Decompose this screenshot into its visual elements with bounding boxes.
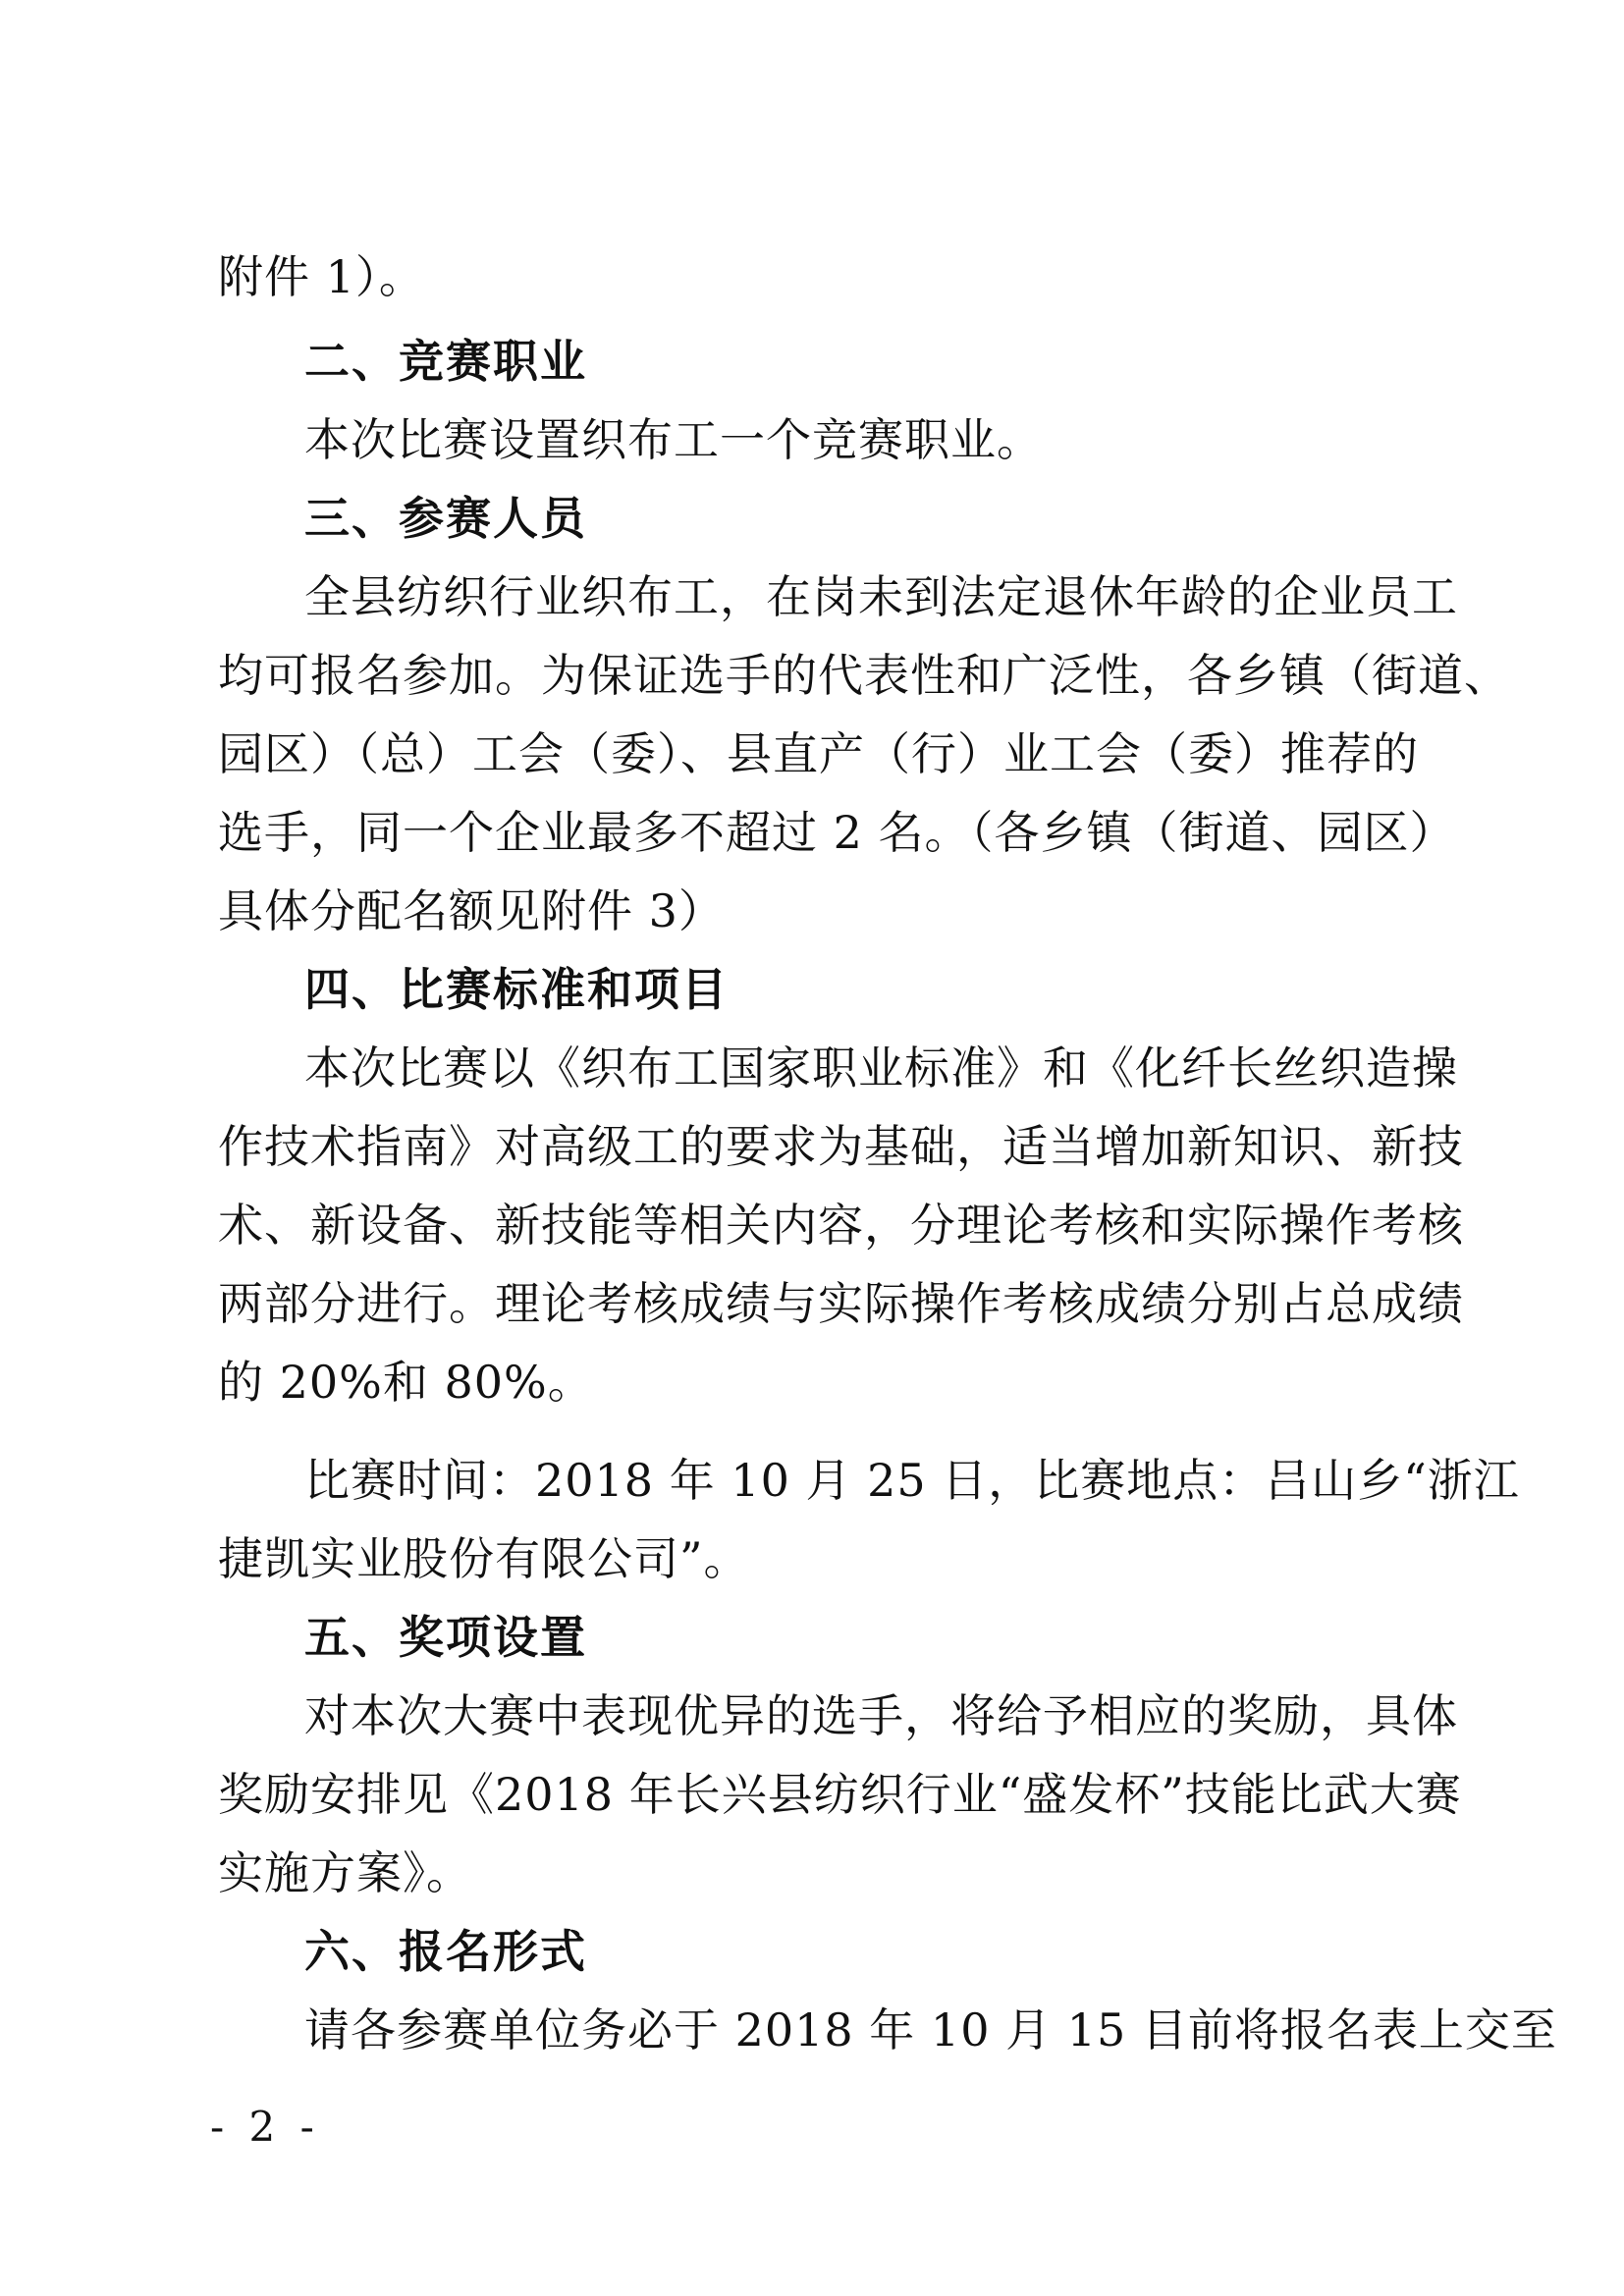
- section-heading-registration: 六、报名形式: [304, 1925, 587, 1978]
- paragraph-line: 两部分进行。理论考核成绩与实际操作考核成绩分别占总成绩: [218, 1277, 1464, 1330]
- paragraph-line: 作技术指南》对高级工的要求为基础，适当增加新知识、新技: [218, 1120, 1464, 1173]
- section-heading-standards-and-items: 四、比赛标准和项目: [304, 963, 729, 1016]
- paragraph-line: 捷凯实业股份有限公司”。: [218, 1532, 750, 1585]
- paragraph-line: 实施方案》。: [218, 1846, 472, 1899]
- section-heading-competition-occupation: 二、竞赛职业: [304, 335, 587, 388]
- paragraph-line: 园区）（总）工会（委）、县直产（行）业工会（委）推荐的: [218, 727, 1419, 780]
- paragraph-line-time-location: 比赛时间：2018 年 10 月 25 日，比赛地点：吕山乡“浙江: [304, 1454, 1520, 1507]
- text-line-attachment-ref: 附件 1）。: [218, 250, 425, 303]
- paragraph-line: 术、新设备、新技能等相关内容，分理论考核和实际操作考核: [218, 1199, 1464, 1252]
- paragraph-line: 全县纺织行业织布工，在岗未到法定退休年龄的企业员工: [304, 570, 1458, 623]
- section-heading-participants: 三、参赛人员: [304, 492, 587, 545]
- paragraph-line: 本次比赛以《织布工国家职业标准》和《化纤长丝织造操: [304, 1041, 1458, 1095]
- section-heading-awards: 五、奖项设置: [304, 1611, 587, 1664]
- paragraph-line: 的 20%和 80%。: [218, 1356, 594, 1409]
- page-number: - 2 -: [210, 2103, 320, 2151]
- paragraph-line: 选手，同一个企业最多不超过 2 名。（各乡镇（街道、园区）: [218, 806, 1456, 859]
- paragraph-line: 奖励安排见《2018 年长兴县纺织行业“盛发杯”技能比武大赛: [218, 1768, 1462, 1821]
- paragraph-line: 具体分配名额见附件 3）: [218, 884, 725, 937]
- paragraph-line: 本次比赛设置织布工一个竞赛职业。: [304, 413, 1043, 466]
- paragraph-line: 均可报名参加。为保证选手的代表性和广泛性，各乡镇（街道、: [218, 649, 1510, 702]
- paragraph-line: 请各参赛单位务必于 2018 年 10 月 15 目前将报名表上交至: [304, 2003, 1557, 2056]
- paragraph-line: 对本次大赛中表现优异的选手，将给予相应的奖励，具体: [304, 1689, 1458, 1742]
